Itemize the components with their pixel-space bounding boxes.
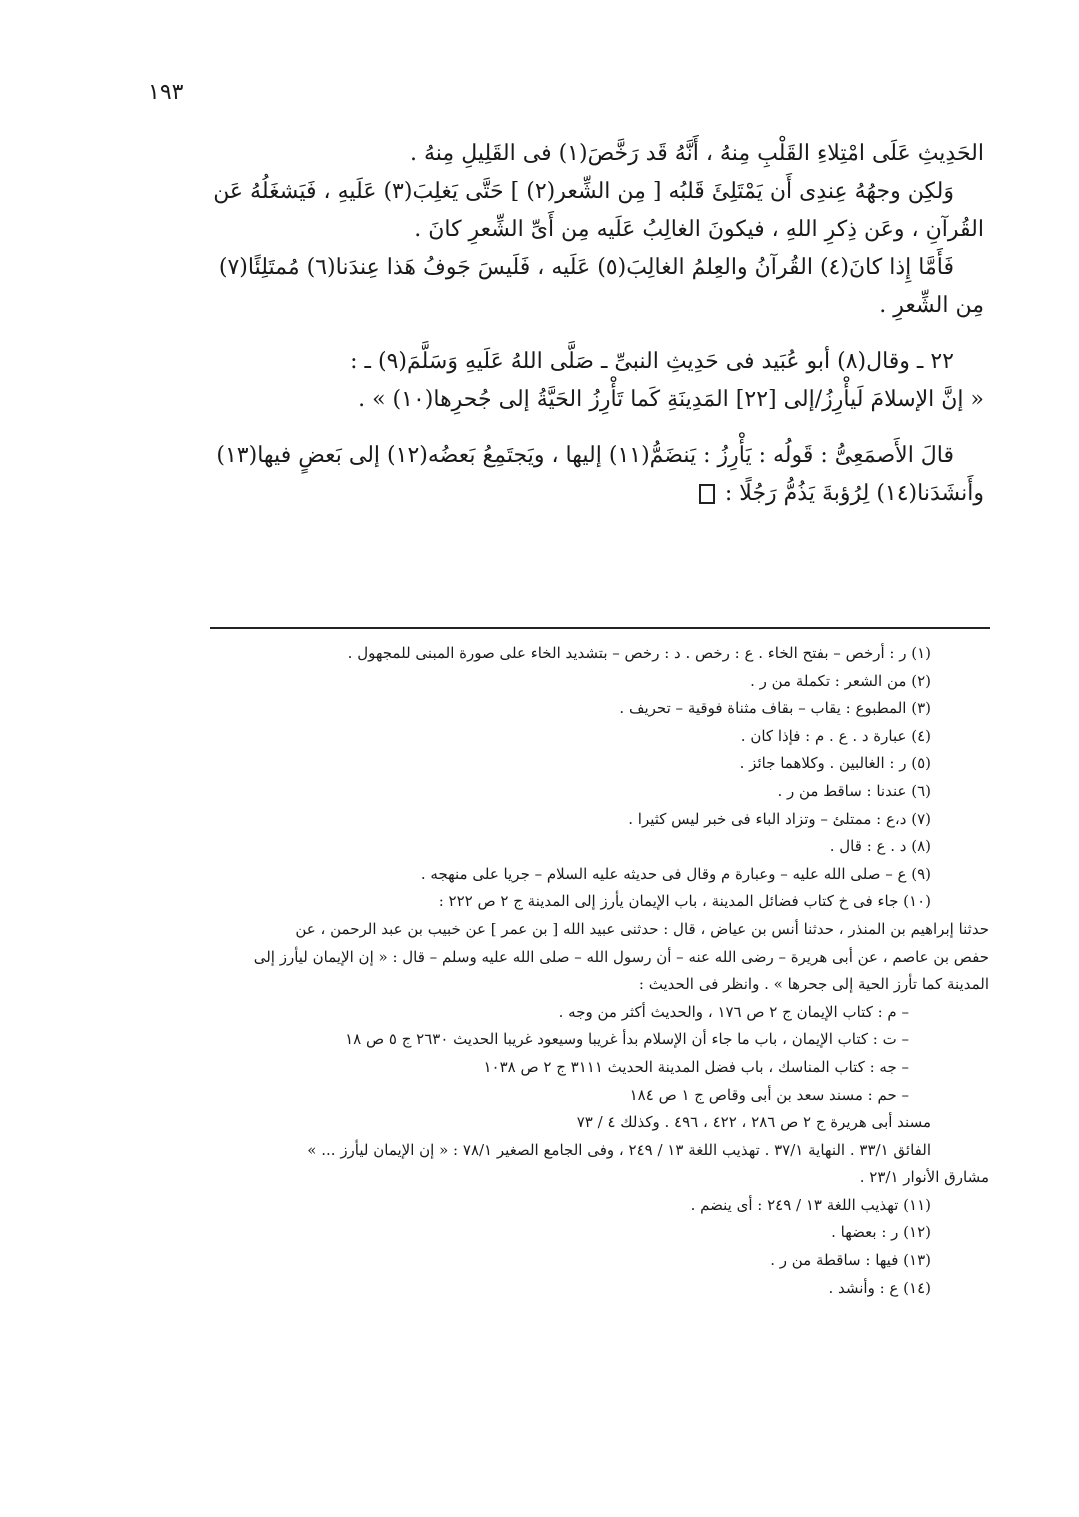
footnote-line: (١٣) فيها : ساقطة من ر .	[770, 1251, 931, 1270]
main-line: مِن الشِّعرِ .	[879, 293, 984, 318]
main-line: وَلكِن وجهُهُ عِندِى أَن يَمْتَلِئَ قَلبُه [ مِن الشِّعر(٢) ] حَتَّى يَغلِبَ(٣) عَلَيهِ ، فَيَشغَلُهُ عَن	[213, 179, 954, 204]
footnote-line: الفائق ٣٣/١ . النهاية ٣٧/١ . تهذيب اللغة ١٣ / ٢٤٩ ، وفى الجامع الصغير ٧٨/١ : « إن الإيمان ليأرز ... »	[307, 1140, 931, 1159]
footnote-line: – حم : مسند سعد بن أبى وقاص ج ١ ص ١٨٤	[629, 1085, 909, 1104]
footnote-line: (١) ر : أرخص – بفتح الخاء . ع : رخص . د : رخص – بتشديد الخاء على صورة المبنى للمجهول .	[347, 644, 931, 662]
paragraph-gap	[120, 419, 984, 437]
footnote-line: (٤) عبارة د . ع . م : فإذا كان .	[740, 726, 931, 745]
footnote-line: (٢) من الشعر : تكملة من ر .	[750, 671, 931, 690]
main-line	[120, 475, 984, 513]
footnotes	[140, 640, 989, 1302]
footnote-line: – ت : كتاب الإيمان ، باب ما جاء أن الإسلام بدأ غريبا وسيعود غريبا الحديث ٢٦٣٠ ج ٥ ص ١٨	[345, 1030, 909, 1049]
footnote-line: مسند أبى هريرة ج ٢ ص ٢٨٦ ، ٤٢٢ ، ٤٩٦ . وكذلك ٤ / ٧٣	[576, 1113, 931, 1132]
main-line: ٢٢ ـ وقال(٨) أبو عُبَيد فى حَدِيثِ النبىِّ ـ صَلَّى اللهُ عَلَيهِ وَسَلَّمَ(٩) ـ :	[350, 349, 954, 374]
main-line: الحَدِيثِ عَلَى امْتِلاءِ القَلْبِ مِنهُ ، أَنَّهُ قَد رَخَّصَ(١) فى القَلِيلِ مِنهُ .	[410, 141, 984, 166]
verse-marker-icon	[699, 484, 715, 504]
footnote-line: (٣) المطبوع : يقاب – بقاف مثناة فوقية – تحريف .	[619, 699, 931, 718]
footnote-line: – جه : كتاب المناسك ، باب فضل المدينة الحديث ٣١١١ ج ٢ ص ١٠٣٨	[483, 1057, 909, 1076]
footnote-line: (١١) تهذيب اللغة ١٣ / ٢٤٩ : أى ينضم .	[690, 1195, 931, 1214]
main-line: فَأَمَّا إِذا كانَ(٤) القُرآنُ والعِلمُ الغالِبَ(٥) عَلَيه ، فَلَيسَ جَوفُ هَذا عِندَنا(٦) مُمتَلِئًا(٧)	[218, 255, 954, 280]
main-line: القُرآنِ ، وعَن ذِكرِ اللهِ ، فيكونَ الغالِبُ عَلَيه مِن أَىِّ الشِّعرِ كانَ .	[414, 217, 984, 242]
footnote-line: حفص بن عاصم ، عن أبى هريرة – رضى الله عنه – أن رسول الله – صلى الله عليه وسلم – قال : « إن الإيمان ليأرز إلى	[253, 947, 989, 966]
footnote-line: (٦) عندنا : ساقط من ر .	[777, 781, 931, 800]
footnote-line: حدثنا إبراهيم بن المنذر ، حدثنا أنس بن عياض ، قال : حدثنى عبيد الله [ بن عمر ] عن خبيب بن عبد الرحمن ، عن	[295, 919, 989, 938]
footnote-line: (٧) د،ع : ممتلئ – وتزاد الباء فى خبر ليس كثيرا .	[628, 809, 931, 828]
main-text	[120, 135, 984, 513]
footnote-line: (١٢) ر : بعضها .	[831, 1223, 931, 1242]
footnote-line: (١٤) ع : وأنشد .	[828, 1278, 931, 1297]
footnote-line: (١٠) جاء فى خ كتاب فضائل المدينة ، باب الإيمان يأرز إلى المدينة ج ٢ ص ٢٢٢ :	[438, 892, 931, 911]
footnote-line: المدينة كما تأرز الحية إلى جحرها » . وانظر فى الحديث :	[638, 975, 989, 994]
footnote-line: (٩) ع – صلى الله عليه – وعبارة م وقال فى حديثه عليه السلام – جريا على منهجه .	[420, 864, 931, 883]
footnote-divider	[210, 627, 990, 629]
main-line: « إنَّ الإسلامَ لَيأْرِزُ/إلى [٢٢] المَدِينَةِ كَما تَأْرِزُ الحَيَّةُ إلى جُحرِها(١٠) » .	[358, 387, 984, 412]
paragraph-gap	[120, 325, 984, 343]
footnote-line: – م : كتاب الإيمان ج ٢ ص ١٧٦ ، والحديث أكثر من وجه .	[558, 1002, 909, 1021]
footnote-line: (٥) ر : الغالبين . وكلاهما جائز .	[739, 754, 931, 773]
page-number: ١٩٣	[148, 80, 184, 105]
footnote-line: (٨) د . ع : قال .	[829, 837, 931, 856]
main-line: قالَ الأَصمَعِىُّ : قَولُه : يَأْرِزُ : يَنضَمُّ(١١) إليها ، ويَجتَمِعُ بَعضُه(١٢) إلى بَعضٍ فيها(١٣)	[216, 443, 954, 468]
footnote-line: مشارق الأنوار ٢٣/١ .	[859, 1168, 989, 1187]
main-line-text: وأَنشَدَنا(١٤) لِرُؤبةَ يَذُمُّ رَجُلًا :	[724, 481, 984, 506]
